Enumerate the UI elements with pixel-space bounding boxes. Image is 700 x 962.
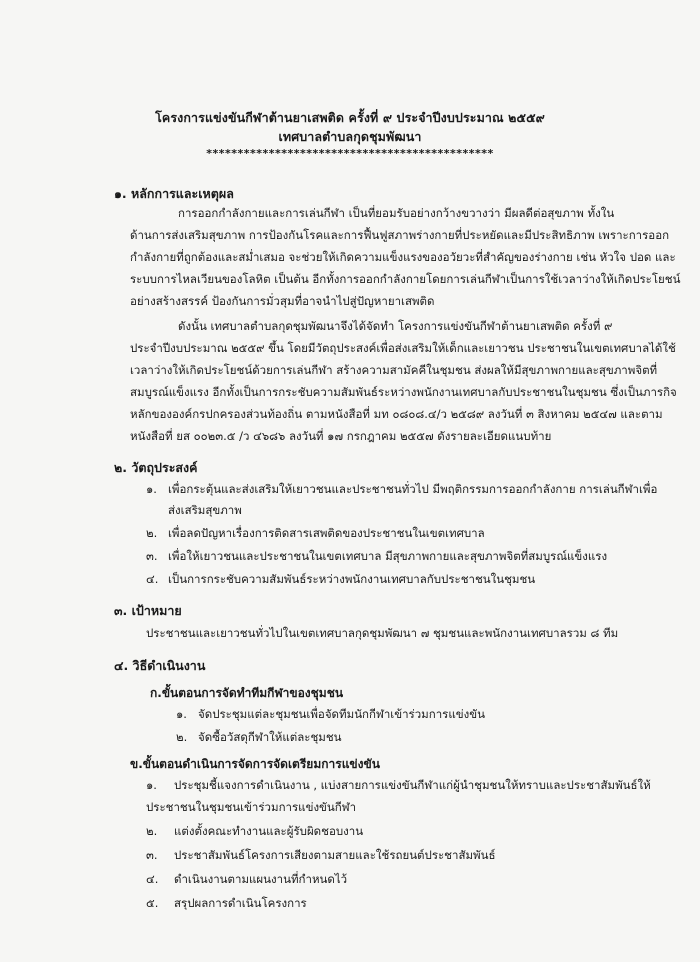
step-text: สรุปผลการดำเนินโครงการ (174, 896, 307, 910)
section-1-paragraph-1-line: กำลังกายที่ถูกต้องและสม่ำเสมอ จะช่วยให้เกิดความแข็งแรงของอวัยวะที่สำคัญของร่างกาย เช่น หัวใจ ปอด และ (130, 250, 676, 264)
section-1-paragraph-2-line: เวลาว่างให้เกิดประโยชน์ด้วยการเล่นกีฬา สร้างความสามัคคีในชุมชน ส่งผลให้มีสุขภาพกายและสุขภาพจิตที่ (130, 363, 658, 377)
title-separator: ********************************************** (206, 147, 494, 160)
step-text: แต่งตั้งคณะทำงานและผู้รับผิดชอบงาน (174, 824, 364, 838)
objective-number: ๓. (146, 549, 158, 563)
step-text: จัดซื้อวัสดุกีฬาให้แต่ละชุมชน (198, 730, 342, 744)
objective-number: ๒. (146, 526, 158, 540)
section-4-heading: ๔. วิธีดำเนินงาน (114, 658, 206, 673)
section-1-paragraph-2-line: หลักขององค์กรปกครองส่วนท้องถิ่น ตามหนังสือที่ มท ๐๘๐๘.๔/ว ๒๕๘๙ ลงวันที่ ๓ สิงหาคม ๒๕๔๗ และตาม (130, 407, 663, 421)
objective-text: เป็นการกระชับความสัมพันธ์ระหว่างพนักงานเทศบาลกับประชาชนในชุมชน (168, 572, 536, 586)
section-3-heading: ๓. เป้าหมาย (114, 603, 182, 618)
section-1-paragraph-1-line: อย่างสร้างสรรค์ ป้องกันการมั่วสุมที่อาจนำไปสู่ปัญหายาเสพติด (130, 294, 435, 308)
target-text: ประชาชนและเยาวชนทั่วไปในเขตเทศบาลกุดชุมพัฒนา ๗ ชุมชนและพนักงานเทศบาลรวม ๘ ทีม (146, 626, 619, 640)
document-subtitle: เทศบาลตำบลกุดชุมพัฒนา (278, 129, 422, 144)
objective-item (146, 551, 607, 563)
step-item (146, 874, 347, 886)
step-number: ๑. (176, 707, 187, 721)
section-1-paragraph-2-line: สมบูรณ์แข็งแรง อีกทั้งเป็นการกระชับความสัมพันธ์ระหว่างพนักงานเทศบาลกับประชาชนในชุมชน ซึ่งเป็นภารกิจ (130, 385, 677, 399)
step-number: ๑. (146, 778, 157, 792)
step-item (146, 850, 496, 862)
step-item (146, 898, 307, 910)
objective-item (146, 484, 657, 496)
step-item (176, 709, 485, 721)
step-text: จัดประชุมแต่ละชุมชนเพื่อจัดทีมนักกีฬาเข้าร่วมการแข่งขัน (198, 707, 485, 721)
objective-text: เพื่อให้เยาวชนและประชาชนในเขตเทศบาล มีสุขภาพกายและสุขภาพจิตที่สมบูรณ์แข็งแรง (168, 549, 608, 563)
step-item (146, 826, 363, 838)
subsection-b-title: ข.ขั้นตอนดำเนินการจัดการจัดเตรียมการแข่งขัน (130, 757, 380, 771)
section-1-paragraph-1-line: การออกกำลังกายและการเล่นกีฬา เป็นที่ยอมรับอย่างกว้างขวางว่า มีผลดีต่อสุขภาพ ทั้งใน (178, 206, 615, 220)
objective-text: เพื่อกระตุ้นและส่งเสริมให้เยาวชนและประชาชนทั่วไป มีพฤติกรรมการออกกำลังกาย การเล่นกีฬาเพื่อ (168, 482, 658, 496)
step-text: ดำเนินงานตามแผนงานที่กำหนดไว้ (174, 872, 348, 886)
step-number: ๒. (176, 730, 188, 744)
section-1-paragraph-1-line: ระบบการไหลเวียนของโลหิต เป็นต้น อีกทั้งการออกกำลังกายโดยการเล่นกีฬาเป็นการใช้เวลาว่างให้เกิดประโยชน์ (130, 272, 681, 286)
objective-item (146, 528, 485, 540)
section-2-heading: ๒. วัตถุประสงค์ (114, 460, 198, 475)
step-number: ๓. (146, 848, 158, 862)
objective-number: ๑. (146, 482, 157, 496)
section-1-paragraph-2-line: ประจำปีงบประมาณ ๒๕๕๙ ขึ้น โดยมีวัตถุประสงค์เพื่อส่งเสริมให้เด็กและเยาวชน ประชาชนในเขตเทศบาลได้ใช้ (130, 341, 676, 355)
step-number: ๔. (146, 872, 159, 886)
section-1-paragraph-2-line: หนังสือที่ ยส ๐๐๒๓.๕ /ว ๔๖๘๖ ลงวันที่ ๑๗ กรกฎาคม ๒๕๕๗ ดังรายละเอียดแนบท้าย (130, 429, 552, 443)
document-title: โครงการแข่งขันกีฬาต้านยาเสพติด ครั้งที่ ๙ ประจำปีงบประมาณ ๒๕๕๙ (155, 110, 545, 125)
objective-item (146, 574, 535, 586)
step-text: ประชุมชี้แจงการดำเนินงาน , แบ่งสายการแข่งขันกีฬาแก่ผู้นำชุมชนให้ทราบและประชาสัมพันธ์ให้ (174, 778, 651, 792)
objective-number: ๔. (146, 572, 159, 586)
subsection-a-title: ก.ขั้นตอนการจัดทำทีมกีฬาของชุมชน (150, 686, 344, 700)
step-text: ประชาสัมพันธ์โครงการเสียงตามสายและใช้รถยนต์ประชาสัมพันธ์ (174, 848, 496, 862)
step-number: ๒. (146, 824, 158, 838)
step-item (176, 732, 342, 744)
step-item (146, 780, 651, 792)
section-1-paragraph-1-line: ด้านการส่งเสริมสุขภาพ การป้องกันโรคและการฟื้นฟูสภาพร่างกายที่ประหยัดและมีประสิทธิภาพ เพราะการออก (130, 228, 670, 242)
objective-continuation: ส่งเสริมสุขภาพ (168, 503, 242, 517)
step-continuation: ประชาชนในชุมชนเข้าร่วมการแข่งขันกีฬา (146, 800, 357, 814)
objective-text: เพื่อลดปัญหาเรื่องการติดสารเสพติดของประชาชนในเขตเทศบาล (168, 526, 485, 540)
section-1-paragraph-2-line: ดังนั้น เทศบาลตำบลกุดชุมพัฒนาจึงได้จัดทำ โครงการแข่งขันกีฬาต้านยาเสพติด ครั้งที่ ๙ (178, 319, 613, 333)
step-number: ๕. (146, 896, 159, 910)
section-1-heading: ๑. หลักการและเหตุผล (114, 186, 234, 201)
